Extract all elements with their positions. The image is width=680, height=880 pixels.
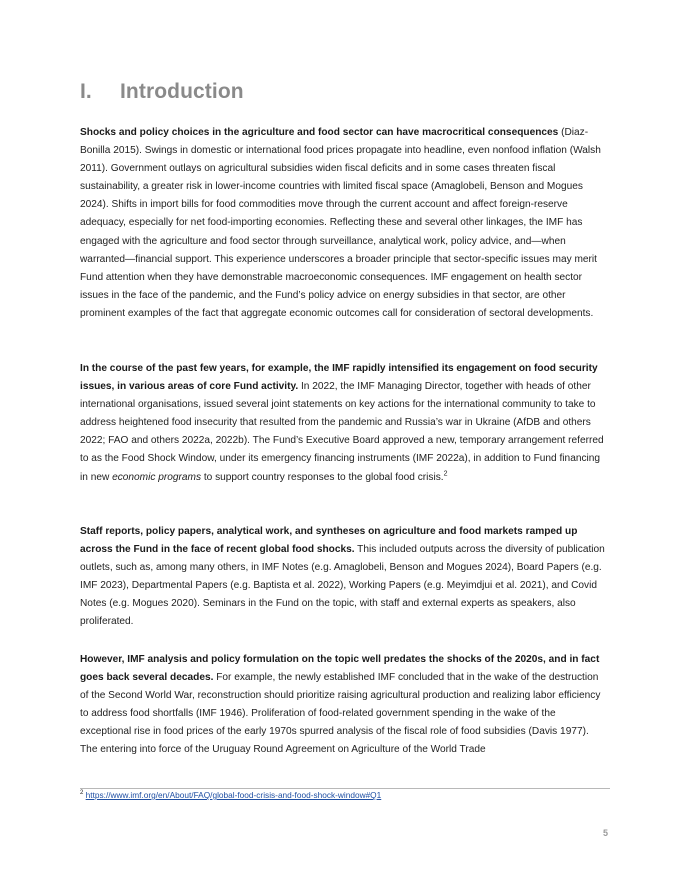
paragraph-2 bbox=[80, 360, 608, 487]
paragraph-2-lead: In the course of the past few years, for example, the IMF rapidly intensified its engagement on food security issues, in various areas of core Fund activity. bbox=[80, 363, 598, 393]
paragraph-1-body: (Diaz-Bonilla 2015). Swings in domestic or international food prices propagate into headline, even nonfood inflation (Walsh 2011). Government outlays on agricultural subsidies widen fiscal deficits and in some cases threaten fiscal sustainability, a greater risk in lower-income countries with limited fiscal space (Amaglobeli, Benson and Mogues 2024). Shifts in import bills for food commodities move through the current account and affect foreign-reserve adequacy, especially for net food-importing economies. Reflecting these and several other linkages, the IMF has engaged with the agriculture and food sector through surveillance, analytical work, policy advice, and—when warranted—financial support. This experience underscores a broader principle that sector-specific issues may merit Fund attention when they have demonstrable macroeconomic consequences. IMF engagement on health sector issues in the face of the pandemic, and the Fund’s policy advice on energy subsidies in that sector, are other prominent examples of the fact that aggregate economic outcomes call for consideration of sectoral developments. bbox=[80, 127, 601, 319]
section-title: Introduction bbox=[120, 80, 244, 103]
paragraph-3-body: This included outputs across the diversity of publication outlets, such as, among many others, in IMF Notes (e.g. Amaglobeli, Benson and Mogues 2024), Board Papers (e.g. IMF 2023), Departmental Papers (e.g. Baptista et al. 2022), Working Papers (e.g. Meyimdjui et al. 2021), and Covid Notes (e.g. Mogues 2020). Seminars in the Fund on the topic, with staff and external experts as speakers, also proliferated. bbox=[80, 544, 605, 628]
paragraph-1-lead: Shocks and policy choices in the agriculture and food sector can have macrocritical consequences bbox=[80, 127, 559, 138]
footnote bbox=[80, 789, 608, 801]
paragraph-3-lead: Staff reports, policy papers, analytical work, and syntheses on agriculture and food markets ramped up across the Fund in the face of recent global food shocks. bbox=[80, 526, 578, 556]
paragraph-4 bbox=[80, 651, 608, 760]
paragraph-1 bbox=[80, 124, 608, 323]
paragraph-2-body: In 2022, the IMF Managing Director, together with heads of other international organisations, issued several joint statements on key actions for the international community to take to address heightened food insecurity that resulted from the pandemic and Russia’s war in Ukraine (AfDB and others 2022; FAO and others 2022a, 2022b). The Fund’s Executive Board approved a new, temporary arrangement referred to as the Food Shock Window, under its emergency financing instruments (IMF 2022a), in addition to Fund financing in new bbox=[80, 381, 604, 483]
page-number: 5 bbox=[602, 828, 608, 838]
section-heading bbox=[80, 80, 600, 104]
paragraph-4-body: For example, the newly established IMF concluded that in the wake of the destruction of the Second World War, reconstruction should prioritize raising agricultural production and realizing labor efficiency to address food shortfalls (IMF 1946). Proliferation of food-related government spending in the wake of the exceptional rise in food prices of the early 1970s spurred analysis of the fiscal role of food subsidies (Davis 1977). The entering into force of the Uruguay Round Agreement on Agriculture of the World Trade bbox=[80, 672, 601, 756]
paragraph-2-emphasis: economic programs bbox=[112, 471, 202, 483]
section-number: I. bbox=[80, 80, 92, 103]
paragraph-2-tail: to support country responses to the global food crisis. bbox=[201, 471, 444, 483]
footnote-reference[interactable]: 2 bbox=[443, 470, 448, 478]
footnote-number: 2 bbox=[80, 790, 84, 797]
paragraph-4-lead: However, IMF analysis and policy formulation on the topic well predates the shocks of the 2020s, and in fact goes back several decades. bbox=[80, 654, 600, 684]
paragraph-3 bbox=[80, 523, 608, 632]
footnote-link[interactable]: https://www.imf.org/en/About/FAQ/global-food-crisis-and-food-shock-window#Q1 bbox=[85, 790, 382, 800]
